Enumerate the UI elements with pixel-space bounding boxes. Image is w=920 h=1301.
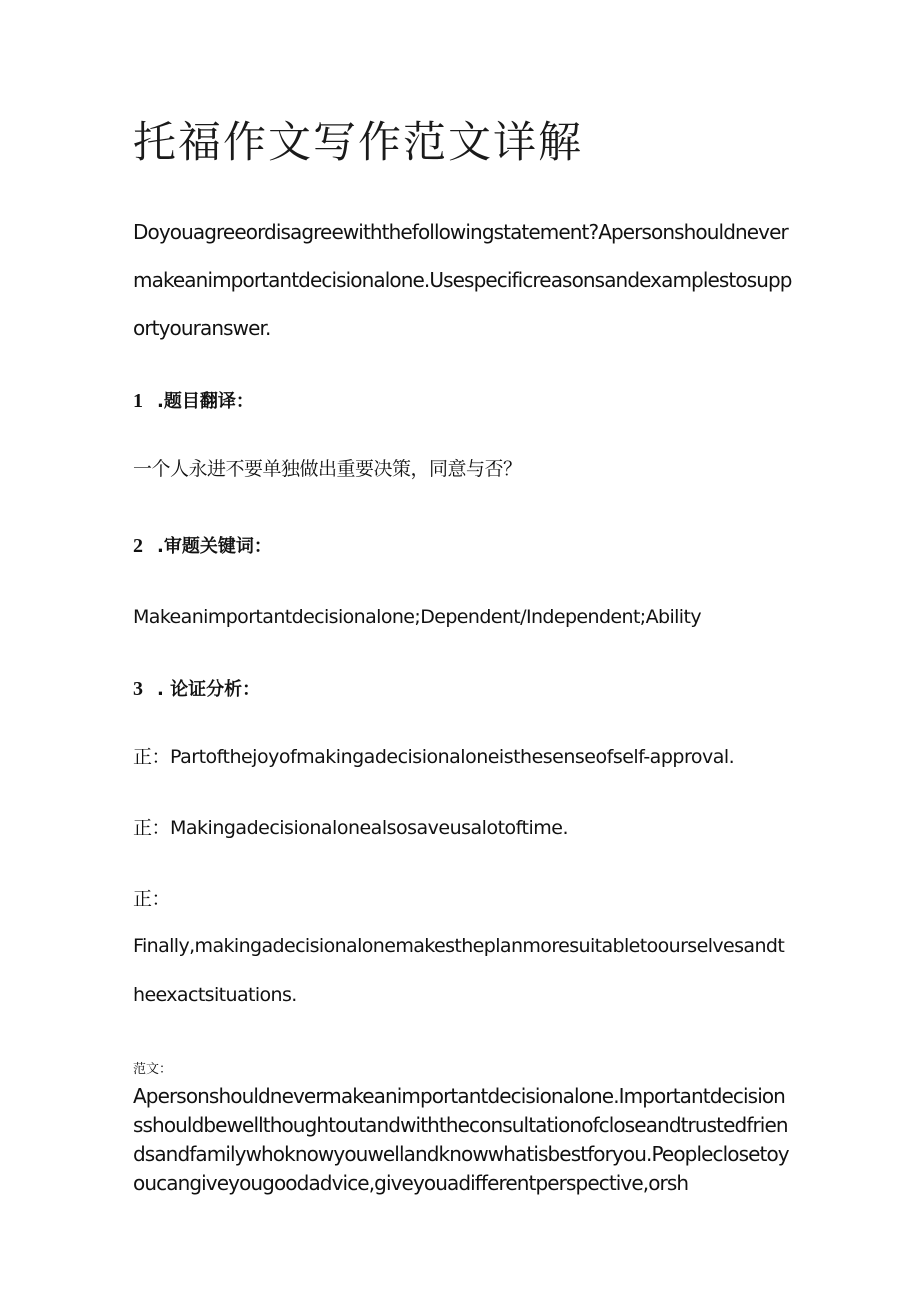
sample-essay-text: Apersonshouldnevermakeanimportantdecisionalone.Importantdecisionsshouldbewellthoughtoutandwiththeconsultationofcloseandtrustedfriendsandfamilywhoknowyouwellandknowwhatisbestforyou.Peopleclosetoyoucangiveyougoodadvice,giveyouadifferentperspective,orsh [133, 1084, 789, 1195]
section-label: . 论证分析： [157, 679, 261, 700]
section-number: 1 [133, 390, 143, 412]
section-heading-analysis [133, 675, 793, 704]
section-number: 2 [133, 535, 143, 557]
essay-prompt: Doyouagreeordisagreewiththefollowingstatement?Apersonshouldnevermakeanimportantdecisionalone.Usespecificreasonsandexamplestosupportyouranswer. [133, 220, 792, 340]
section-number: 3 [133, 678, 143, 700]
sample-essay-label: 范文： [133, 1062, 173, 1077]
argument-text: Finally,makingadecisionalonemakestheplanmoresuitabletoourselvesandtheexactsituations. [133, 935, 785, 1006]
keywords-text: Makeanimportantdecisionalone;Dependent/Independent;Ability [133, 606, 701, 628]
section-label: .题目翻译： [157, 391, 254, 412]
argument-item [133, 742, 793, 772]
section-label: .审题关键词： [157, 536, 272, 557]
argument-prefix: 正： [133, 746, 171, 768]
prompt-translation: 一个人永进不要单独做出重要决策，同意与否？ [133, 458, 522, 480]
page-title: 托福作文写作范文详解 [133, 118, 583, 168]
section-heading-keywords [133, 532, 793, 561]
argument-item [133, 813, 793, 843]
argument-text: Partofthejoyofmakingadecisionaloneisthesenseofself-approval. [170, 746, 735, 768]
argument-prefix: 正： [133, 817, 171, 839]
argument-text: Makingadecisionalonealsosaveusalotoftime. [170, 817, 568, 839]
argument-prefix: 正： [133, 888, 171, 910]
section-heading-translation [133, 387, 793, 416]
